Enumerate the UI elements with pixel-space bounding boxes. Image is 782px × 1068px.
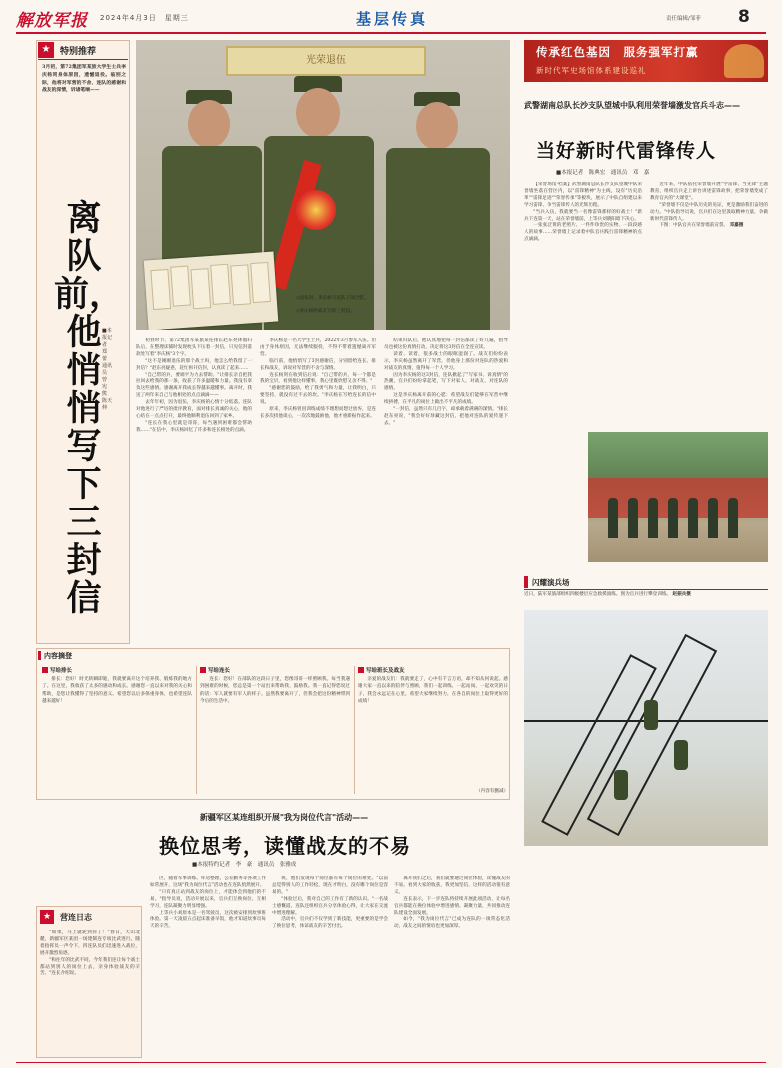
article-headline: 换位思考，读懂战友的不易 [159, 834, 411, 858]
paragraph: "如果，马上就轮到你了！"春日，天山北麓，新疆军区某团一场建制连专项比武进行。随着指挥员一声令下，四连队员们迅速进入战位，展开激烈角逐。 [40, 930, 140, 956]
caption-credit: 申 庆摄 [296, 302, 315, 308]
article-column [272, 876, 388, 1056]
summary-source: （内容有删减） [476, 789, 509, 794]
divider [354, 666, 355, 794]
article-column [650, 182, 768, 426]
article-byline: ■本报特约记者 李 豪 通讯员 张雅成 [192, 862, 297, 868]
article-byline: ■本报记者 郑 蕾 通讯员 曾 宪 熊 陈天伸 [102, 328, 113, 411]
summary-item [358, 666, 508, 796]
special-feature-header [38, 42, 128, 60]
article-column [384, 338, 508, 642]
paragraph: 这是李庆杨离开前的心愿：希望战友们能够在军营中继续拼搏，在平凡的岗位上做出不平凡的成绩。 [384, 393, 508, 406]
honor-wall-photo [588, 432, 768, 562]
summary-title: 内容摘登 [44, 652, 72, 660]
caption-text: ◇李庆杨给战友写的三封信。 [296, 309, 355, 314]
article-headline: 当好新时代雷锋传人 [536, 140, 717, 162]
paragraph: "自己带的兵，要端平为力去帮助。"让排长亲自把我拉回去给我的那一条，收获了许多温暖和力量。我没有辜负这些感情。感谢离开我成长得越来越懂事。离开时，我送了两年来自己与他相处的点点滴滴—— [136, 372, 252, 399]
paragraph: "当兵入伍，我就要当一名像雷锋那样的好战士！"新兵下连第一天，站在荣誉墙前，上等兵刘晓阳暗下决心。 [524, 209, 642, 222]
caption-text: ◇退伍时，李庆杨与连队干部合影。 [296, 296, 369, 301]
paragraph [524, 432, 582, 439]
caption-text: 近日，陆军某旅部组织四级楼层应急救援演练。图为官兵进行攀登训练。 [524, 592, 672, 597]
paragraph: 李庆杨是一名大学生士兵，2022年3月参军入伍。但由于身体原因，无法继续服役，不得不带着遗憾离开军营。 [260, 338, 376, 357]
paragraph: 连长杨剑在收到信后说："自己带的兵，每一个都是我的宝贝，看到他这样懂事，我心里既欣慰又舍不得。" [260, 372, 376, 385]
star-icon: ★ [40, 910, 54, 924]
paragraph: 读着、读着，很多战士的眼眶湿润了。战友们纷纷表示，李庆杨虽然离开了军营，但他身上那份对连队的热爱和对战友的真情，值得每一个人学习。 [384, 351, 508, 371]
training-photo [524, 610, 768, 846]
photo-banner: 光荣退伍 [226, 46, 426, 76]
summary-item-body: 亲爱的战友们：我就要走了，心中有千言万语，却不知从何说起。感谢大家一直以来的陪伴与照顾，我们一起训练、一起站岗、一起欢笑的日子，我会永远记在心里。希望大家继续努力，在各自的岗位上取得更好的成绩！ [358, 677, 508, 705]
paragraph: "和往年的比武不同，今年我们连让每个战士都站到别人的岗位上去，亲身体验战友的辛苦。"连长介绍说。 [40, 957, 140, 977]
soldier-figure [382, 84, 494, 330]
summary-item-title: 写给排长 [42, 666, 192, 674]
soldier-figure [674, 740, 688, 770]
pen-icon [358, 667, 364, 673]
paragraph: "荣誉墙不仅是中队历史的见证，更是激励我们奋进的动力。"中队指导员说，官兵们在这里汲取精神力量，争做新时代雷锋传人。 [650, 202, 768, 222]
soldier-figure [644, 700, 658, 730]
section-title: 基层传真 [356, 10, 429, 28]
paragraph: 因为李庆杨的这3封信，连队掀起了"写家书、诉真情"的热潮，官兵们纷纷拿起笔，写下对家人、对战友、对连队的感情。 [384, 372, 508, 392]
summary-item-title: 写给班长及战友 [358, 666, 508, 674]
paragraph: "一封信，虽然只有几百字，却承载着满满的深情。"排长赵东亮说，"我会好好珍藏这封信，把他对连队的爱传递下去。" [384, 407, 508, 426]
paragraph: 离开我们之后，我们就要通过岗位体验，读懂战友的不易。看到大家的收获，我更加坚信，这样的活动很有意义。 [394, 876, 510, 895]
special-feature-label: 特别推荐 [60, 47, 97, 57]
flash-header [524, 576, 768, 590]
paragraph: 临行前，他悄悄写了3封感谢信，分别留给连长、排长和战友，诉说对军营的不舍与深情。 [260, 358, 376, 371]
divider [196, 666, 197, 794]
banner-subtitle: 新时代军史场馆体系建设巡礼 [536, 66, 647, 75]
paragraph: "体验过后，我对自己的工作有了新的认识。"一名战士感慨道。连队还组织官兵分享体验心得，让大家在交流中增进理解。 [272, 896, 388, 916]
article-kicker: 武警湖南总队长沙支队望城中队利用荣誉墙激发官兵斗志—— [524, 101, 740, 110]
banner-title: 传承红色基因 服务强军打赢 [536, 45, 699, 59]
paragraph: 原来，李庆杨曾因训练成绩不理想而想过放弃，是连长多次找他谈心，一次次地鼓励他，他才重新振作起来。 [260, 407, 376, 419]
summary-item [200, 666, 350, 796]
paragraph: 【荣誉场馆·档案】武警湖南总队长沙支队望城中队荣誉墙坐落在营区内，以"雷锋精神"为主线，设有"历史沿革""雷锋足迹""荣誉传承"等板块，展示了中队自组建以来学习雷锋、争当雷锋传人的光辉历程。 [524, 182, 642, 208]
divider [524, 589, 768, 590]
paragraph: "感谢您的鼓励，给了我勇气和力量，让我明白，只要坚持，就没有过不去的坎。"李庆杨在写给连长的信中说。 [260, 386, 376, 406]
star-icon: ★ [38, 42, 54, 58]
page-number: 8 [738, 7, 750, 27]
paragraph: "连长在我心里就是哥哥，每当遇到困难都会帮助我……"在信中，李庆杨回忆了许多和连长相处的点滴。 [136, 420, 252, 433]
article-column [524, 182, 642, 426]
paragraph: "只有真正站到战友的岗位上，才能体会到他们的不易。"指导员说，活动开展以来，官兵们互换岗位、互相学习，连队凝聚力明显增强。 [150, 889, 266, 909]
article-byline: ■本报记者 陈典宏 通讯员 邓 嘉 [556, 170, 650, 176]
article-column [260, 338, 376, 642]
paragraph: 上等兵小刘原本是一名驾驶员，这次被安排到炊事班体验。第一天凌晨五点起床准备早饭，他才知道炊事员每天的辛苦。 [150, 910, 266, 930]
summary-item-body: 连长：您好！在部队的这段日子里，您像哥哥一样照顾我。每当我遇到困难的时候，您总是第一个站出来帮助我、鼓励我。我一直记得您说过的话：军人就要有军人的样子。虽然我要离开了，但我会把这份精神带到今后的生活中。 [200, 677, 350, 705]
editor-label: 责任编辑/邹菲 [666, 16, 701, 22]
top-rule [16, 32, 766, 34]
paragraph: 连长表示，下一步连队将持续开展此项活动，让每名官兵都能在换位体验中增进感情、凝聚力量，共同推动连队建设全面发展。 [394, 896, 510, 916]
diary-header [38, 908, 140, 926]
flash-caption [524, 592, 768, 599]
pen-icon [42, 667, 48, 673]
paragraph: 班，他们发现每个岗位都有每个岗位的难处。"以前总觉得别人的工作轻松，现在才明白，没有哪个岗位是容易的。" [272, 876, 388, 895]
article-column [394, 876, 510, 1056]
paragraph: 去年年初，因为退伍，李庆杨的心情十分低落。连队对他进行了严厉的批评教育，面对排长真诚的关心，他的心结在一点点打开，最终他顺利退伍回到了家乡。 [136, 400, 252, 419]
article-lead: 3月初，第72集团军某旅大学生士兵李庆杨同身体原因，遗憾退役。临别之际，他将对军营的不舍、连队的感谢和战友的深情，诉诸笔端—— [42, 64, 126, 94]
series-banner [524, 40, 768, 82]
paragraph: 区，随着军事训练、库房整理、公差勤务等各项工作如常展开，这场"我为岗位代言"活动也在连队悄然展开。 [150, 876, 266, 888]
bottom-rule [16, 1062, 766, 1063]
soldier-figure [614, 770, 628, 800]
soldiers-photo [136, 40, 510, 330]
article-column [524, 432, 582, 572]
header-bar [524, 576, 528, 588]
photo-caption: 下图：中队官兵在荣誉墙前宣誓。 [659, 223, 729, 229]
letters-image [144, 252, 279, 330]
paragraph: 结束归队后，他认真地把每一封信都读了好几遍，指导员也被这份真情打动，决定将这3封信在全连宣读。 [384, 338, 508, 350]
article-kicker: 新疆军区某连组织开展"我为岗位代言"活动—— [199, 813, 369, 822]
photo-credit: 邓嘉摄 [729, 223, 744, 229]
masthead [0, 0, 782, 34]
summary-item [42, 666, 192, 796]
diary-title: 营连日志 [60, 913, 92, 922]
paragraph: 一张张泛黄的老照片、一件件珍贵的实物、一段段感人的故事……荣誉墙上记录着中队官兵践行雷锋精神的点点滴滴。 [524, 223, 642, 243]
diary-text [40, 930, 140, 1056]
article-column [136, 338, 252, 642]
caption-credit: 陈泽浩摄 [296, 309, 370, 321]
summary-item-title: 写给连长 [200, 666, 350, 674]
paragraph: 活动中，官兵们不仅学到了新技能，更重要的是学会了换位思考，体谅战友的辛苦付出。 [272, 917, 388, 930]
issue-date: 2024年4月3日 星期三 [100, 14, 189, 22]
summary-item-body: 排长：您好！时光转瞬即逝，我就要离开这个培养我、锻炼我的地方了。在这里，我收获了太多的感动和成长。感谢您一直以来对我的关心和帮助，是您让我懂得了坚持的意义。希望您以后多保重身体，也希望连队越来越好！ [42, 677, 192, 705]
photo-caption [296, 296, 374, 322]
banner-decoration [724, 44, 764, 78]
flower-corsage [296, 190, 336, 230]
newspaper-logo: 解放军报 [16, 11, 88, 31]
paragraph: 初春时节，第72集团军某旅某连排长赵东亮休假归队后，在整理床铺时发现枕头下压着一封信，只见信封落款处写着"李庆杨"3个字。 [136, 338, 252, 357]
article-column [150, 876, 266, 1056]
paragraph: 如今，"我为岗位代言"已成为连队的一项常态化活动，战友之间的情谊也更加深厚。 [394, 917, 510, 930]
article-headline: 离队前，他悄悄写下三封信 [54, 199, 125, 619]
caption-text [650, 223, 768, 230]
summary-header [38, 650, 508, 662]
caption-credit: 赵振兵摄 [672, 592, 691, 597]
header-bar [38, 651, 41, 660]
pen-icon [200, 667, 206, 673]
flash-title: 闪耀演兵场 [532, 578, 570, 587]
paragraph: "这不是刚刚退伍的那个战士吗，他怎么给我留了一封信？"赵东亮疑惑，赶忙拆开信封，认真读了起来…… [136, 358, 252, 371]
paragraph: 近年来，中队依托荣誉墙开展"学雷锋、当先锋"主题教育，组织官兵走上讲台讲述雷锋故事，把荣誉墙变成了教育官兵的"大课堂"。 [650, 182, 768, 201]
divider [38, 59, 128, 60]
